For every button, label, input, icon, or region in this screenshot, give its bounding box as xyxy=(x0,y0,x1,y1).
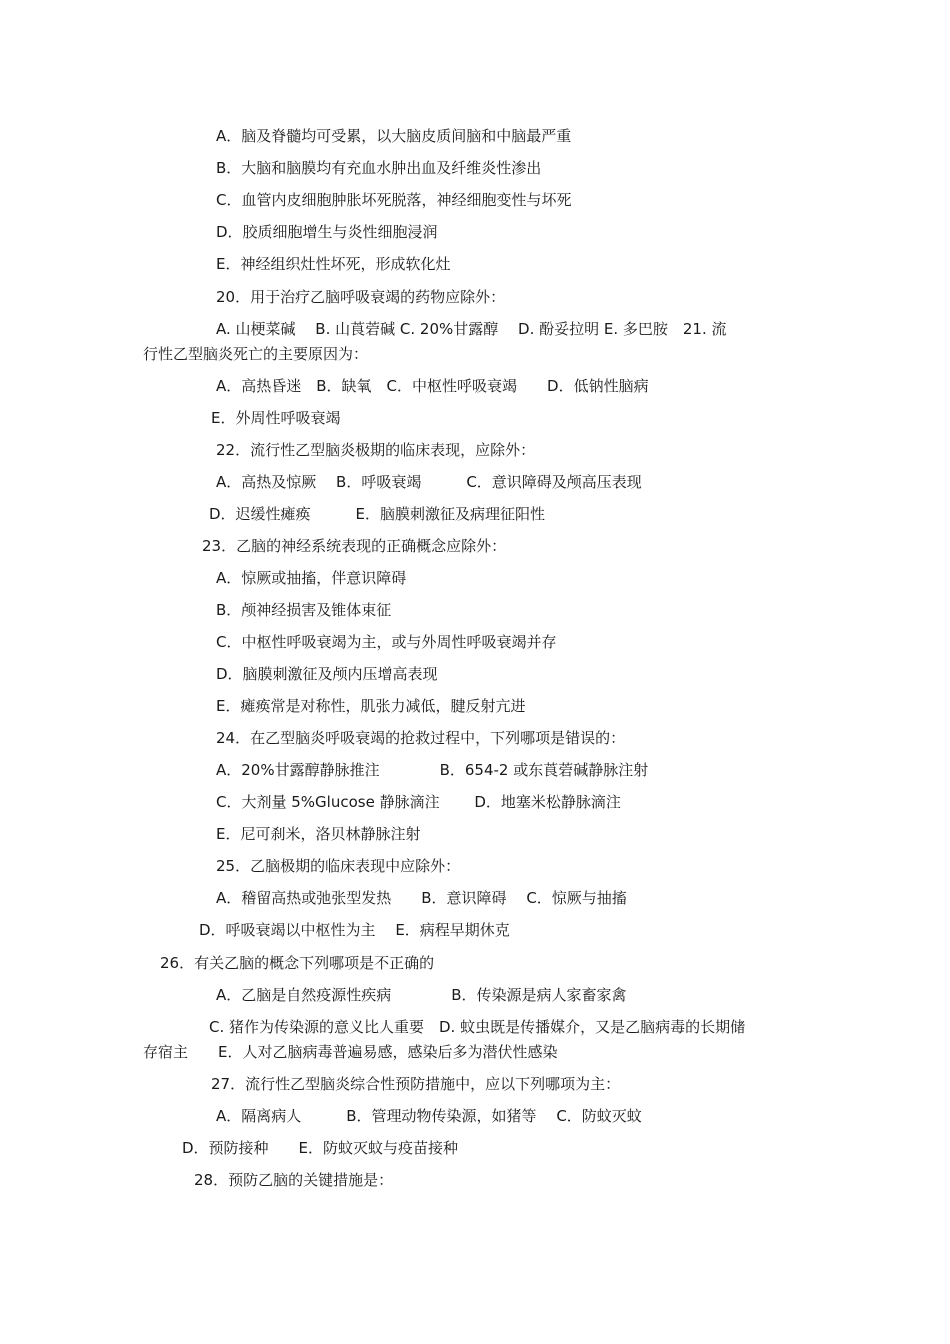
option-line: A．隔离病人 B．管理动物传染源，如猪等 C．防蚊灭蚊 xyxy=(216,1107,642,1125)
option-line: C．大剂量 5%Glucose 静脉滴注 D．地塞米松静脉滴注 xyxy=(216,793,621,811)
option-line: D．迟缓性瘫痪 E．脑膜刺激征及病理征阳性 xyxy=(209,505,546,523)
question-line: 20．用于治疗乙脑呼吸衰竭的药物应除外： xyxy=(216,288,506,306)
option-line: E．神经组织灶性坏死，形成软化灶 xyxy=(216,255,451,273)
option-line: C. 猪作为传染源的意义比人重要 D. 蚊虫既是传播媒介，又是乙脑病毒的长期储 xyxy=(209,1018,746,1036)
option-line: A．高热昏迷 B．缺氧 C．中枢性呼吸衰竭 D．低钠性脑病 xyxy=(216,377,649,395)
option-line: D．脑膜刺激征及颅内压增高表现 xyxy=(216,665,438,683)
option-line: E．瘫痪常是对称性，肌张力减低，腱反射亢进 xyxy=(216,697,526,715)
option-line: B．大脑和脑膜均有充血水肿出血及纤维炎性渗出 xyxy=(216,159,542,177)
question-line: 28．预防乙脑的关键措施是： xyxy=(194,1171,394,1189)
question-line: 27．流行性乙型脑炎综合性预防措施中，应以下列哪项为主： xyxy=(211,1075,621,1093)
option-line: A．20%甘露醇静脉推注 B．654-2 或东莨菪碱静脉注射 xyxy=(216,761,649,779)
question-line: 25．乙脑极期的临床表现中应除外： xyxy=(216,857,461,875)
option-line: D．呼吸衰竭以中枢性为主 E．病程早期休克 xyxy=(199,921,510,939)
option-line: C．中枢性呼吸衰竭为主，或与外周性呼吸衰竭并存 xyxy=(216,633,557,651)
option-line: A．脑及脊髓均可受累，以大脑皮质间脑和中脑最严重 xyxy=(216,127,572,145)
option-line: A．稽留高热或弛张型发热 B．意识障碍 C．惊厥与抽搐 xyxy=(216,889,627,907)
option-line: C．血管内皮细胞肿胀坏死脱落，神经细胞变性与坏死 xyxy=(216,191,572,209)
question-line: 行性乙型脑炎死亡的主要原因为： xyxy=(143,345,369,363)
option-line: A．乙脑是自然疫源性疾病 B．传染源是病人家畜家禽 xyxy=(216,986,627,1004)
option-line: A. 山梗菜碱 B. 山莨菪碱 C. 20%甘露醇 D. 酚妥拉明 E. 多巴胺 21. 流 xyxy=(216,320,727,338)
question-line: 26．有关乙脑的概念下列哪项是不正确的 xyxy=(160,954,435,972)
question-line: 23．乙脑的神经系统表现的正确概念应除外： xyxy=(202,537,507,555)
option-line: A．高热及惊厥 B．呼吸衰竭 C．意识障碍及颅高压表现 xyxy=(216,473,642,491)
option-line: A．惊厥或抽搐，伴意识障碍 xyxy=(216,569,407,587)
option-line: E．外周性呼吸衰竭 xyxy=(211,409,341,427)
option-line: D．预防接种 E．防蚊灭蚊与疫苗接种 xyxy=(182,1139,459,1157)
question-line: 22．流行性乙型脑炎极期的临床表现，应除外： xyxy=(216,441,536,459)
option-line: B．颅神经损害及锥体束征 xyxy=(216,601,392,619)
option-line: 存宿主 E．人对乙脑病毒普遍易感，感染后多为潜伏性感染 xyxy=(143,1043,558,1061)
option-line: D．胶质细胞增生与炎性细胞浸润 xyxy=(216,223,438,241)
option-line: E．尼可刹米，洛贝林静脉注射 xyxy=(216,825,421,843)
question-line: 24．在乙型脑炎呼吸衰竭的抢救过程中，下列哪项是错误的： xyxy=(216,729,626,747)
